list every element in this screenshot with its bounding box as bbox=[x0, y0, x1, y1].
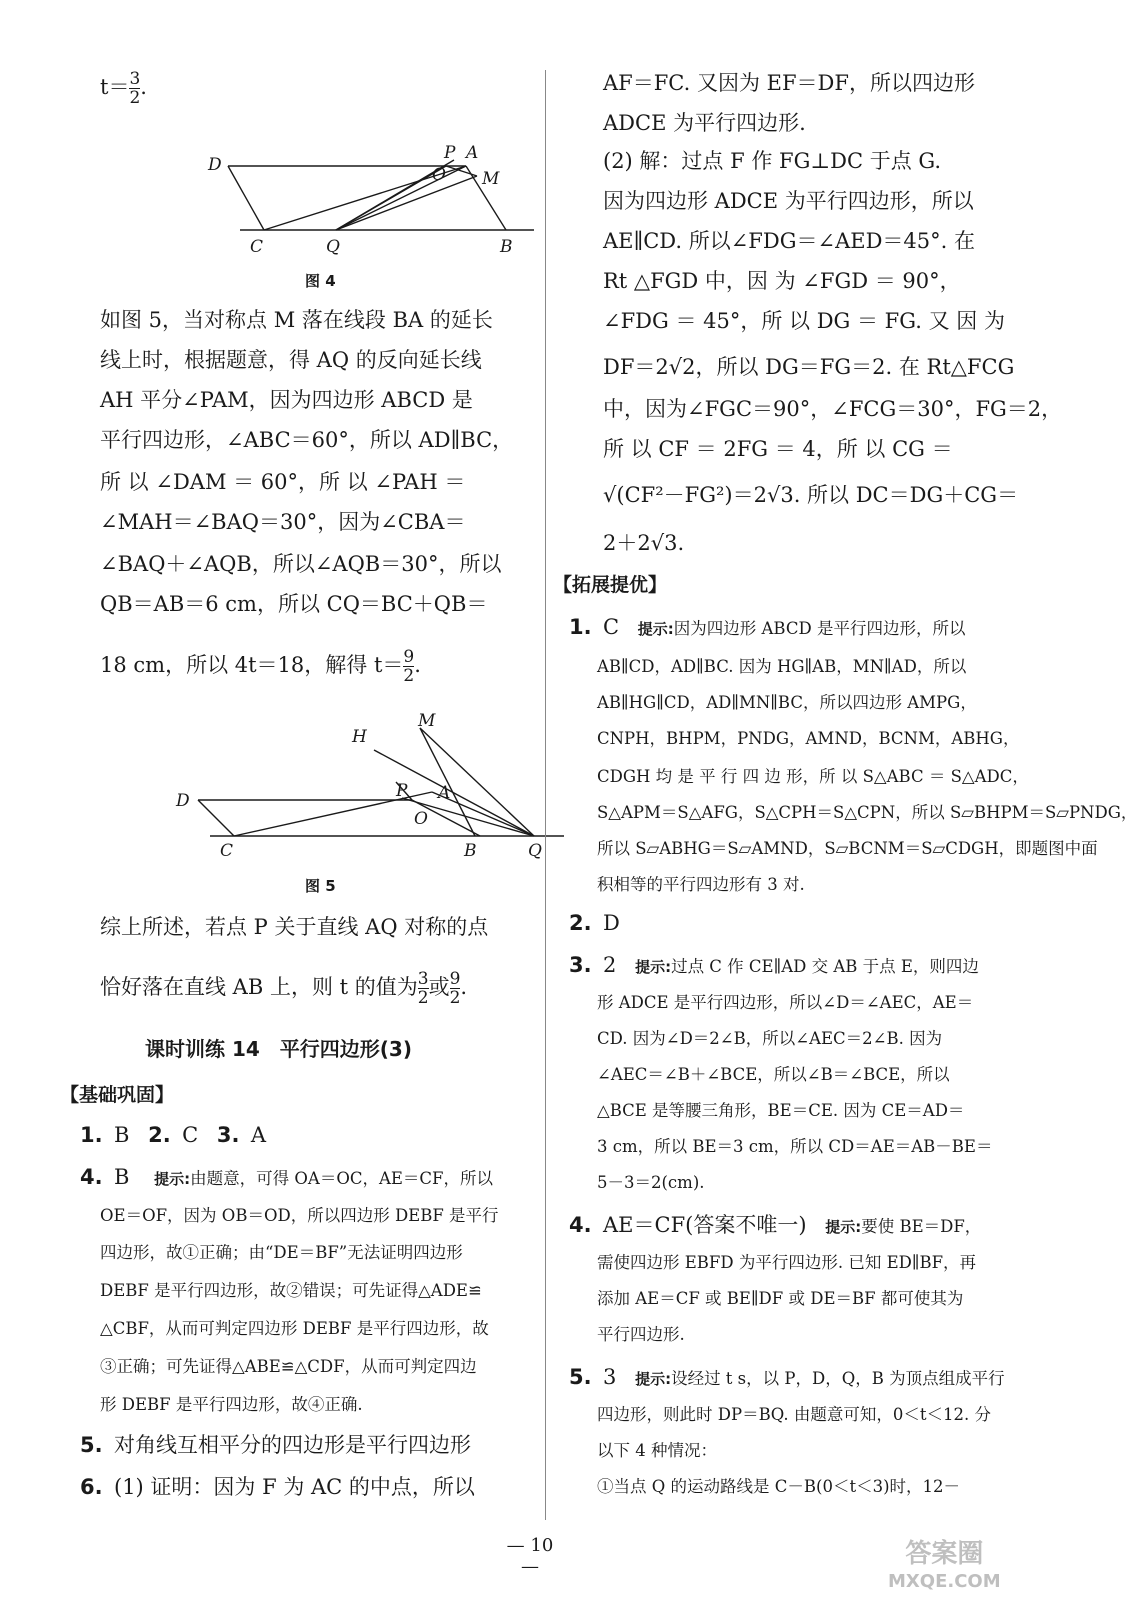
answer: 3 bbox=[603, 1365, 617, 1389]
hint-line: 添加 AE＝CF 或 BE∥DF 或 DE＝BF 都可使其为 bbox=[597, 1289, 964, 1308]
proof-line: ∠FDG ＝ 45°，所 以 DG ＝ FG. 又 因 为 bbox=[603, 309, 1005, 333]
proof-line: DF＝2√2，所以 DG＝FG＝2. 在 Rt△FCG bbox=[603, 355, 1015, 379]
label-d: D bbox=[176, 791, 190, 811]
label-a: A bbox=[466, 143, 479, 163]
hint-label: 提示: bbox=[154, 1170, 191, 1188]
hint-line: DEBF 是平行四边形，故②错误；可先证得△ADE≌ bbox=[100, 1281, 482, 1300]
label-m: M bbox=[418, 711, 436, 731]
figure-4 bbox=[200, 140, 540, 260]
figure-4-caption: 图 4 bbox=[305, 272, 336, 290]
numerator: 3 bbox=[129, 69, 141, 89]
proof-line: 中，因为∠FGC＝90°，∠FCG＝30°，FG＝2， bbox=[603, 397, 1063, 421]
question-number: 1. bbox=[569, 615, 592, 639]
label-o: O bbox=[414, 809, 428, 829]
text: . bbox=[140, 75, 147, 99]
question-number: 4. bbox=[80, 1165, 103, 1189]
denominator: 2 bbox=[417, 988, 429, 1008]
ext-question-5-line bbox=[569, 1362, 1005, 1394]
hint-line: 积相等的平行四边形有 3 对. bbox=[597, 875, 805, 894]
hint-text: 要使 BE＝DF， bbox=[861, 1217, 982, 1236]
question-4-line bbox=[80, 1162, 493, 1194]
ext-question-3-line bbox=[569, 950, 979, 982]
paragraph-line: AH 平分∠PAM，因为四边形 ABCD 是 bbox=[100, 388, 473, 412]
proof-line: AF＝FC. 又因为 EF＝DF，所以四边形 bbox=[603, 71, 975, 95]
answer: A bbox=[250, 1123, 267, 1147]
answers-1-3 bbox=[80, 1120, 266, 1150]
proof-line: 所 以 CF ＝ 2FG ＝ 4，所 以 CG ＝ bbox=[603, 437, 953, 461]
label-o: O bbox=[432, 165, 446, 185]
question-number: 6. bbox=[80, 1475, 103, 1499]
watermark-line: MXQE.COM bbox=[888, 1571, 1001, 1592]
label-c: C bbox=[250, 237, 264, 257]
paragraph-line: 所 以 ∠DAM ＝ 60°，所 以 ∠PAH ＝ bbox=[100, 470, 466, 494]
proof-line: 因为四边形 ADCE 为平行四边形，所以 bbox=[603, 189, 974, 213]
hint-text: 由题意，可得 OA＝OC，AE＝CF，所以 bbox=[190, 1169, 493, 1188]
question-number: 2. bbox=[569, 911, 592, 935]
text: 恰好落在直线 AB 上，则 t 的值为 bbox=[100, 975, 418, 999]
hint-line: △BCE 是等腰三角形，BE＝CE. 因为 CE＝AD＝ bbox=[597, 1101, 965, 1120]
proof-line: √(CF²－FG²)＝2√3. 所以 DC＝DG＋CG＝ bbox=[603, 483, 1019, 507]
text: t＝ bbox=[100, 75, 130, 99]
denominator: 2 bbox=[403, 666, 415, 686]
question-number: 3. bbox=[569, 953, 592, 977]
paragraph-line: 如图 5，当对称点 M 落在线段 BA 的延长 bbox=[100, 308, 493, 332]
hint-line: ③正确；可先证得△ABE≌△CDF，从而可判定四边 bbox=[100, 1357, 477, 1376]
hint-line: 四边形，则此时 DP＝BQ. 由题意可知，0＜t＜12. 分 bbox=[597, 1405, 992, 1424]
section-title: 课时训练 14 平行四边形(3) bbox=[145, 1037, 412, 1061]
paragraph-line: 平行四边形，∠ABC＝60°，所以 AD∥BC， bbox=[100, 428, 514, 452]
figure-5-caption: 图 5 bbox=[305, 877, 336, 895]
hint-label: 提示: bbox=[635, 1370, 672, 1388]
paragraph-line: 线上时，根据题意，得 AQ 的反向延长线 bbox=[100, 348, 482, 372]
ext-question-2-line bbox=[569, 908, 620, 938]
fraction bbox=[450, 970, 461, 1007]
text: . bbox=[414, 653, 421, 677]
t-value-line bbox=[100, 70, 147, 107]
answer: 对角线互相平分的四边形是平行四边形 bbox=[114, 1433, 471, 1457]
text: . bbox=[460, 975, 468, 999]
label-a: A bbox=[438, 783, 451, 803]
answer: C bbox=[182, 1123, 199, 1147]
hint-line: 四边形，故①正确；由“DE＝BF”无法证明四边形 bbox=[100, 1243, 463, 1262]
hint-line: ∠AEC＝∠B＋∠BCE，所以∠B＝∠BCE，所以 bbox=[597, 1065, 950, 1084]
figure-5 bbox=[170, 710, 570, 860]
question-number: 5. bbox=[80, 1433, 103, 1457]
label-p: P bbox=[444, 143, 456, 163]
answer: (1) 证明：因为 F 为 AC 的中点，所以 bbox=[114, 1475, 475, 1499]
summary-line-2 bbox=[100, 970, 467, 1007]
label-d: D bbox=[208, 155, 222, 175]
question-6-line bbox=[80, 1472, 475, 1502]
watermark bbox=[888, 1540, 1001, 1596]
proof-line: ADCE 为平行四边形. bbox=[603, 111, 806, 135]
answer: C bbox=[603, 615, 620, 639]
hint-line: S△APM＝S△AFG，S△CPH＝S△CPN，所以 S▱BHPM＝S▱PNDG， bbox=[597, 803, 1137, 822]
question-number: 2. bbox=[148, 1123, 171, 1147]
label-b: B bbox=[464, 841, 477, 861]
hint-line: 需使四边形 EBFD 为平行四边形. 已知 ED∥BF，再 bbox=[597, 1253, 977, 1272]
hint-line: 5－3＝2(cm). bbox=[597, 1173, 705, 1192]
label-m: M bbox=[482, 169, 500, 189]
proof-line: (2) 解：过点 F 作 FG⊥DC 于点 G. bbox=[603, 149, 942, 173]
column-divider bbox=[545, 70, 546, 1520]
paragraph-last-line bbox=[100, 648, 421, 685]
numerator: 3 bbox=[417, 969, 429, 989]
hint-label: 提示: bbox=[637, 620, 674, 638]
ext-question-4-line bbox=[569, 1210, 981, 1242]
fraction bbox=[418, 970, 429, 1007]
hint-label: 提示: bbox=[825, 1218, 862, 1236]
question-number: 5. bbox=[569, 1365, 592, 1389]
fraction bbox=[129, 70, 140, 107]
numerator: 9 bbox=[403, 647, 415, 667]
paragraph-line: ∠BAQ＋∠AQB，所以∠AQB＝30°，所以 bbox=[100, 552, 502, 576]
hint-text: 过点 C 作 CE∥AD 交 AB 于点 E，则四边 bbox=[671, 957, 979, 976]
hint-line: 形 DEBF 是平行四边形，故④正确. bbox=[100, 1395, 363, 1414]
page-number: — 10 — bbox=[506, 1535, 554, 1577]
hint-line: 以下 4 种情况： bbox=[597, 1441, 717, 1460]
question-5-line bbox=[80, 1430, 471, 1460]
answer: B bbox=[114, 1165, 130, 1189]
hint-line: CNPH，BHPM，PNDG，AMND，BCNM，ABHG， bbox=[597, 729, 1020, 748]
proof-line: Rt △FGD 中，因 为 ∠FGD ＝ 90°， bbox=[603, 269, 961, 293]
hint-line: CDGH 均 是 平 行 四 边 形，所 以 S△ABC ＝ S△ADC， bbox=[597, 767, 1029, 786]
proof-line: 2＋2√3. bbox=[603, 531, 685, 555]
label-q: Q bbox=[326, 237, 340, 257]
question-number: 3. bbox=[216, 1123, 240, 1147]
question-number: 1. bbox=[80, 1123, 103, 1147]
answer: B bbox=[114, 1123, 130, 1147]
hint-text: 设经过 t s，以 P，D，Q，B 为顶点组成平行 bbox=[671, 1369, 1005, 1388]
text: 18 cm，所以 4t＝18，解得 t＝ bbox=[100, 653, 404, 677]
hint-line: 3 cm，所以 BE＝3 cm，所以 CD＝AE＝AB－BE＝ bbox=[597, 1137, 993, 1156]
label-q: Q bbox=[528, 841, 542, 861]
summary-line-1: 综上所述，若点 P 关于直线 AQ 对称的点 bbox=[100, 915, 489, 939]
hint-line: ①当点 Q 的运动路线是 C－B(0＜t＜3)时，12－ bbox=[597, 1477, 961, 1496]
answer: 2 bbox=[603, 953, 617, 977]
numerator: 9 bbox=[449, 969, 461, 989]
label-h: H bbox=[352, 727, 367, 747]
proof-line: AE∥CD. 所以∠FDG＝∠AED＝45°. 在 bbox=[603, 229, 975, 253]
denominator: 2 bbox=[129, 88, 141, 108]
hint-line: 形 ADCE 是平行四边形，所以∠D＝∠AEC，AE＝ bbox=[597, 993, 974, 1012]
extension-heading: 【拓展提优】 bbox=[553, 574, 668, 596]
denominator: 2 bbox=[449, 988, 461, 1008]
paragraph-line: ∠MAH＝∠BAQ＝30°，因为∠CBA＝ bbox=[100, 510, 466, 534]
fraction bbox=[403, 648, 414, 685]
hint-text: 因为四边形 ABCD 是平行四边形，所以 bbox=[673, 619, 966, 638]
hint-line: OE＝OF，因为 OB＝OD，所以四边形 DEBF 是平行 bbox=[100, 1206, 499, 1225]
answer: D bbox=[603, 911, 620, 935]
hint-line: CD. 因为∠D＝2∠B，所以∠AEC＝2∠B. 因为 bbox=[597, 1029, 943, 1048]
paragraph-line: QB＝AB＝6 cm，所以 CQ＝BC＋QB＝ bbox=[100, 592, 488, 616]
text: 或 bbox=[428, 975, 450, 999]
label-b: B bbox=[500, 237, 513, 257]
hint-label: 提示: bbox=[635, 958, 672, 976]
ext-question-1-line bbox=[569, 612, 965, 644]
answer: AE＝CF(答案不唯一) bbox=[603, 1213, 807, 1237]
hint-line: AB∥CD，AD∥BC. 因为 HG∥AB，MN∥AD，所以 bbox=[597, 657, 967, 676]
question-number: 4. bbox=[569, 1213, 592, 1237]
watermark-line: 答案圈 bbox=[905, 1539, 984, 1569]
hint-line: 所以 S▱ABHG＝S▱AMND，S▱BCNM＝S▱CDGH，即题图中面 bbox=[597, 839, 1098, 858]
hint-line: 平行四边形. bbox=[597, 1325, 685, 1344]
hint-line: △CBF，从而可判定四边形 DEBF 是平行四边形，故 bbox=[100, 1319, 489, 1338]
label-p: P bbox=[396, 781, 408, 801]
basic-heading: 【基础巩固】 bbox=[60, 1084, 175, 1106]
label-c2: C bbox=[220, 841, 234, 861]
hint-line: AB∥HG∥CD，AD∥MN∥BC，所以四边形 AMPG， bbox=[597, 693, 977, 712]
